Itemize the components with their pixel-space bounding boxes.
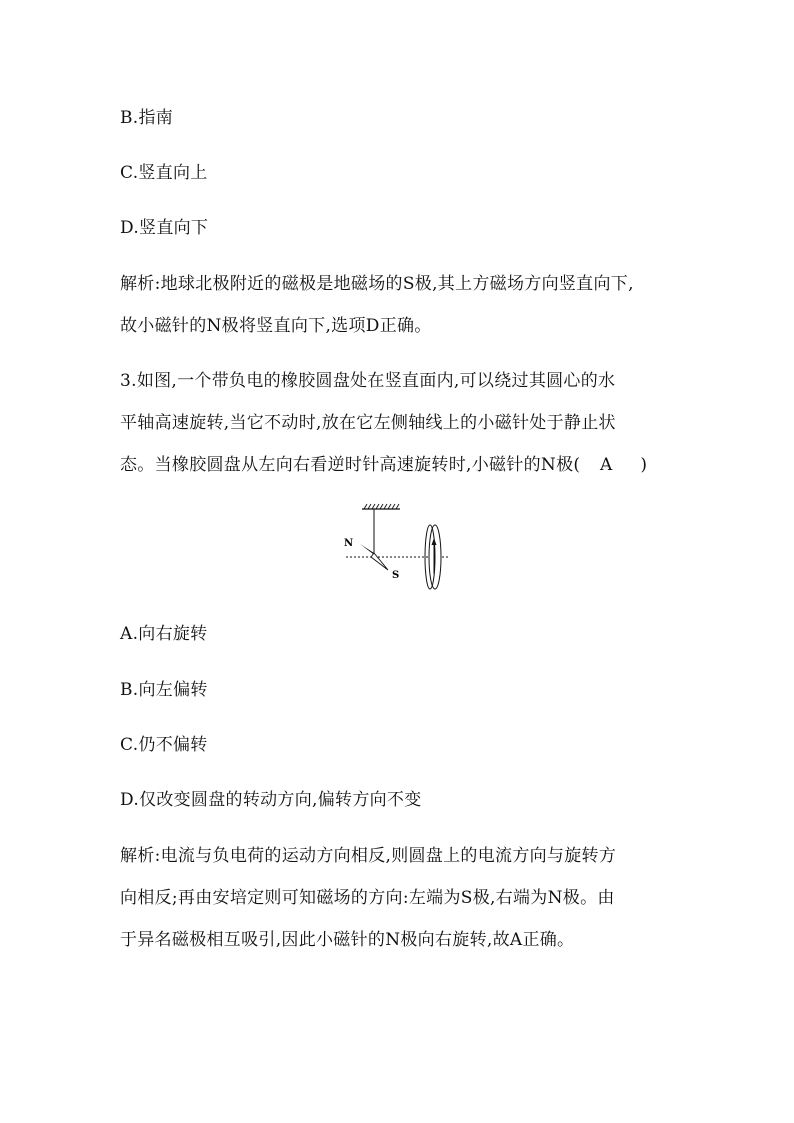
q3-analysis-line-2: 向相反;再由安培定则可知磁场的方向:左端为S极,右端为N极。由 — [120, 888, 615, 908]
q3-stem-line-1: 3.如图,一个带负电的橡胶圆盘处在竖直面内,可以绕过其圆心的水 — [120, 371, 616, 391]
q3-stem-line-3 — [120, 455, 647, 475]
ceiling-hatching — [364, 504, 399, 509]
q3-option-b: B.向左偏转 — [120, 680, 208, 700]
magnet-needle-s-half — [371, 553, 388, 570]
q3-answer-close: ) — [640, 455, 648, 475]
q2-analysis-line-1: 解析:地球北极附近的磁极是地磁场的S极,其上方磁场方向竖直向下, — [120, 274, 634, 294]
q2-option-d: D.竖直向下 — [120, 218, 209, 238]
q3-figure — [338, 500, 458, 595]
q3-option-a: A.向右旋转 — [120, 624, 208, 644]
q3-analysis-line-1: 解析:电流与负电荷的运动方向相反,则圆盘上的电流方向与旋转方 — [120, 846, 617, 866]
q3-option-c: C.仍不偏转 — [120, 735, 208, 755]
q3-analysis-line-3: 于异名磁极相互吸引,因此小磁针的N极向右旋转,故A正确。 — [120, 930, 575, 950]
q3-stem-text: 态。当橡胶圆盘从左向右看逆时针高速旋转时,小磁针的N极( — [120, 455, 581, 475]
label-s: S — [392, 570, 400, 581]
q3-answer: A — [600, 455, 613, 475]
q2-analysis-line-2: 故小磁针的N极将竖直向下,选项D正确。 — [120, 316, 432, 336]
label-n: N — [344, 538, 354, 549]
q2-option-c: C.竖直向上 — [120, 163, 208, 183]
q2-option-b: B.指南 — [120, 108, 174, 128]
q3-stem-line-2: 平轴高速旋转,当它不动时,放在它左侧轴线上的小磁针处于静止状 — [120, 413, 616, 433]
magnet-disk-diagram — [338, 500, 458, 595]
q3-option-d: D.仅改变圆盘的转动方向,偏转方向不变 — [120, 790, 422, 810]
